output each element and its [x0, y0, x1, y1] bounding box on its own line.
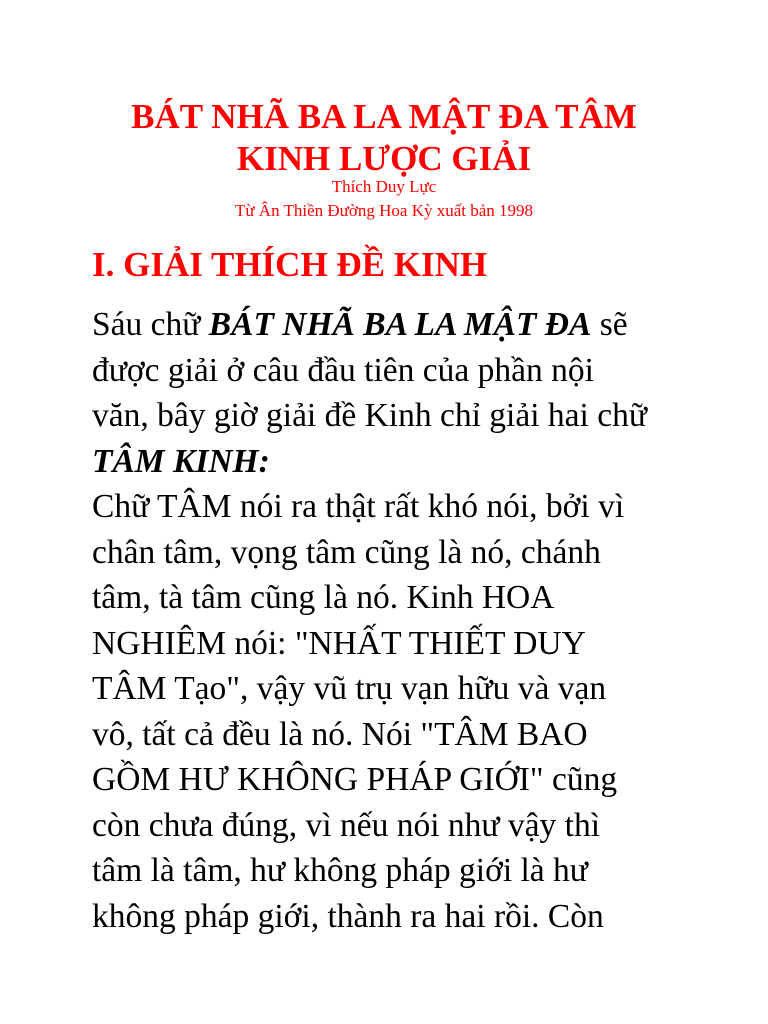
paragraph-intro-line-3: văn, bây giờ giải đề Kinh chỉ giải hai chữ — [92, 397, 647, 434]
paragraph-line: NGHIÊM nói: "NHẤT THIẾT DUY — [92, 624, 586, 662]
paragraph-intro-text: Sáu chữ — [92, 306, 209, 343]
paragraph-line: tâm là tâm, hư không pháp giới là hư — [92, 852, 588, 889]
paragraph-line: không pháp giới, thành ra hai rồi. Còn — [92, 897, 604, 935]
paragraph-line: tâm, tà tâm cũng là nó. Kinh HOA — [92, 579, 555, 616]
document-title-line-1: BÁT NHÃ BA LA MẬT ĐA TÂM — [131, 97, 637, 136]
paragraph-line: Chữ TÂM nói ra thật rất khó nói, bởi vì — [92, 488, 625, 525]
paragraph-intro — [92, 302, 647, 484]
paragraph-line: vô, tất cả đều là nó. Nói "TÂM BAO — [92, 715, 588, 753]
paragraph-line: chân tâm, vọng tâm cũng là nó, chánh — [92, 533, 601, 571]
paragraph-intro-line-2: được giải ở câu đầu tiên của phần nội — [92, 351, 594, 389]
paragraph-intro-emphasis: BÁT NHÃ BA LA MẬT ĐA — [208, 306, 592, 343]
paragraph-intro-text: sẽ — [591, 306, 628, 343]
paragraph-line: còn chưa đúng, vì nếu nói như vậy thì — [92, 806, 601, 844]
document-publisher: Từ Ân Thiền Đường Hoa Kỳ xuất bản 1998 — [234, 201, 534, 220]
document-author: Thích Duy Lực — [331, 177, 437, 196]
paragraph-intro-line-1 — [92, 302, 647, 348]
paragraph-tam-explanation — [92, 484, 624, 939]
paragraph-intro-line-4: TÂM KINH: — [92, 442, 270, 480]
paragraph-line: GỒM HƯ KHÔNG PHÁP GIỚI" cũng — [92, 761, 618, 798]
section-heading: I. GIẢI THÍCH ĐỀ KINH — [92, 245, 488, 284]
paragraph-line: TÂM Tạo", vậy vũ trụ vạn hữu và vạn — [92, 670, 607, 707]
document-title-line-2: KINH LƯỢC GIẢI — [236, 139, 532, 178]
